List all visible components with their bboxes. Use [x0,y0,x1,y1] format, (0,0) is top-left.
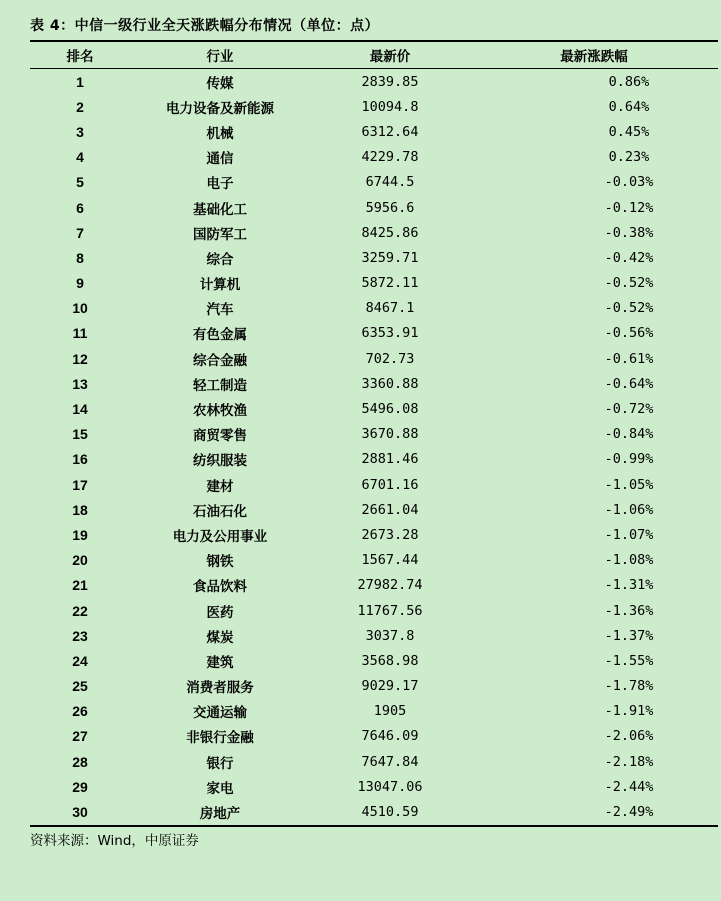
latest-change-cell: -0.03% [604,174,654,191]
rank-cell: 12 [72,350,88,367]
latest-price-cell: 6312.64 [361,123,419,140]
table-body [30,69,718,825]
rank-cell: 7 [76,224,84,241]
latest-price-cell: 6701.16 [361,476,419,493]
table-row [30,396,718,421]
table-row [30,472,718,497]
latest-price-cell: 8467.1 [365,300,415,317]
table-row [30,674,718,699]
latest-change-cell: -0.64% [604,375,654,392]
table-row [30,799,718,824]
rank-cell: 8 [76,249,84,266]
latest-price-cell: 3670.88 [361,426,419,443]
rank-cell: 10 [72,300,88,317]
latest-change-cell: -0.99% [604,451,654,468]
rank-cell: 11 [72,325,88,342]
latest-price-cell: 6353.91 [361,325,419,342]
latest-change-cell: -1.08% [604,552,654,569]
latest-price-cell: 3259.71 [361,249,419,266]
latest-change-cell: -1.36% [604,602,654,619]
rank-cell: 22 [72,602,88,619]
industry-cell: 传媒 [206,75,234,92]
latest-price-cell: 2673.28 [361,526,419,543]
industry-cell: 商贸零售 [193,428,247,445]
table-row [30,774,718,799]
table-row [30,422,718,447]
table-row [30,296,718,321]
latest-change-cell: 0.23% [608,149,650,166]
rank-cell: 3 [76,123,84,140]
latest-price-cell: 5496.08 [361,401,419,418]
header-latest-change: 最新涨跌幅 [560,49,628,65]
latest-price-cell: 2881.46 [361,451,419,468]
latest-price-cell: 9029.17 [361,678,419,695]
latest-price-cell: 4229.78 [361,149,419,166]
latest-price-cell: 1567.44 [361,552,419,569]
industry-cell: 轻工制造 [193,377,247,394]
table-bottom-rule [30,825,718,827]
latest-change-cell: 0.64% [608,98,650,115]
rank-cell: 4 [76,149,84,166]
rank-cell: 9 [76,275,84,292]
rank-cell: 1 [76,73,84,90]
rank-cell: 30 [72,804,88,821]
source-note: 资料来源：Wind，中原证券 [30,833,199,849]
latest-price-cell: 3568.98 [361,652,419,669]
industry-cell: 食品饮料 [193,579,247,596]
table-row [30,497,718,522]
latest-change-cell: -0.56% [604,325,654,342]
industry-cell: 医药 [206,604,234,621]
latest-change-cell: -1.31% [604,577,654,594]
header-latest-price: 最新价 [369,49,411,65]
table-row [30,195,718,220]
industry-cell: 综合金融 [193,352,247,369]
industry-table [30,42,718,825]
latest-price-cell: 11767.56 [357,602,423,619]
latest-change-cell: -0.84% [604,426,654,443]
header-industry: 行业 [206,49,234,65]
rank-cell: 16 [72,451,88,468]
header-row [30,42,718,68]
latest-price-cell: 3037.8 [365,627,415,644]
latest-change-cell: -1.05% [604,476,654,493]
latest-price-cell: 2839.85 [361,73,419,90]
latest-price-cell: 1905 [373,703,407,720]
latest-change-cell: -0.38% [604,224,654,241]
industry-cell: 电力设备及新能源 [166,100,274,117]
latest-change-cell: -1.91% [604,703,654,720]
rank-cell: 27 [72,728,88,745]
table-row [30,321,718,346]
industry-cell: 建材 [206,478,234,495]
latest-price-cell: 3360.88 [361,375,419,392]
latest-change-cell: -2.06% [604,728,654,745]
latest-price-cell: 6744.5 [365,174,415,191]
table-row [30,170,718,195]
rank-cell: 25 [72,678,88,695]
rank-cell: 26 [72,703,88,720]
latest-change-cell: 0.45% [608,123,650,140]
rank-cell: 17 [72,476,88,493]
latest-change-cell: -0.12% [604,199,654,216]
industry-cell: 电子 [206,176,234,193]
rank-cell: 2 [76,98,84,115]
latest-change-cell: -2.44% [604,778,654,795]
latest-change-cell: -1.78% [604,678,654,695]
table-row [30,623,718,648]
industry-cell: 非银行金融 [186,730,254,747]
latest-change-cell: 0.86% [608,73,650,90]
rank-cell: 23 [72,627,88,644]
industry-cell: 钢铁 [206,554,234,571]
latest-change-cell: -0.61% [604,350,654,367]
industry-cell: 电力及公用事业 [172,528,268,545]
latest-change-cell: -0.72% [604,401,654,418]
table-row [30,220,718,245]
table-row [30,749,718,774]
industry-cell: 有色金属 [193,327,247,344]
latest-change-cell: -1.06% [604,501,654,518]
rank-cell: 13 [72,375,88,392]
industry-cell: 石油石化 [193,503,247,520]
table-row [30,69,718,94]
industry-cell: 机械 [206,125,234,142]
table-row [30,94,718,119]
industry-cell: 建筑 [206,654,234,671]
industry-cell: 煤炭 [206,629,234,646]
rank-cell: 24 [72,652,88,669]
rank-cell: 29 [72,778,88,795]
rank-cell: 19 [72,526,88,543]
industry-cell: 基础化工 [193,201,247,218]
rank-cell: 20 [72,552,88,569]
latest-change-cell: -2.18% [604,753,654,770]
industry-cell: 家电 [206,780,234,797]
latest-change-cell: -0.52% [604,300,654,317]
table-row [30,548,718,573]
latest-change-cell: -2.49% [604,804,654,821]
latest-change-cell: -1.55% [604,652,654,669]
table-row [30,371,718,396]
table-caption: 表 4：中信一级行业全天涨跌幅分布情况（单位：点） [30,18,380,34]
latest-price-cell: 5872.11 [361,275,419,292]
rank-cell: 14 [72,401,88,418]
table-row [30,346,718,371]
table-row [30,245,718,270]
industry-cell: 综合 [206,251,234,268]
latest-change-cell: -1.07% [604,526,654,543]
rank-cell: 28 [72,753,88,770]
rank-cell: 21 [72,577,88,594]
latest-price-cell: 10094.8 [361,98,419,115]
latest-price-cell: 5956.6 [365,199,415,216]
table-row [30,447,718,472]
latest-price-cell: 27982.74 [357,577,423,594]
latest-change-cell: -0.52% [604,275,654,292]
industry-cell: 国防军工 [193,226,247,243]
rank-cell: 15 [72,426,88,443]
table-header [30,42,718,69]
industry-cell: 银行 [206,755,234,772]
table-row [30,573,718,598]
table-row [30,699,718,724]
table-row [30,271,718,296]
table-row [30,119,718,144]
latest-price-cell: 702.73 [365,350,415,367]
industry-cell: 房地产 [199,806,241,823]
latest-price-cell: 13047.06 [357,778,423,795]
latest-price-cell: 7646.09 [361,728,419,745]
table-row [30,522,718,547]
industry-cell: 交通运输 [193,705,247,722]
industry-cell: 农林牧渔 [193,403,247,420]
latest-price-cell: 8425.86 [361,224,419,241]
latest-change-cell: -1.37% [604,627,654,644]
latest-price-cell: 4510.59 [361,804,419,821]
latest-price-cell: 2661.04 [361,501,419,518]
header-rank: 排名 [66,49,94,65]
industry-cell: 消费者服务 [186,680,254,697]
industry-cell: 计算机 [199,277,241,294]
table-row [30,724,718,749]
rank-cell: 6 [76,199,84,216]
industry-cell: 汽车 [206,302,234,319]
rank-cell: 5 [76,174,84,191]
latest-change-cell: -0.42% [604,249,654,266]
rank-cell: 18 [72,501,88,518]
industry-cell: 通信 [206,151,234,168]
table-row [30,145,718,170]
table-row [30,648,718,673]
table-row [30,598,718,623]
industry-table-container [30,40,718,827]
industry-cell: 纺织服装 [193,453,247,470]
latest-price-cell: 7647.84 [361,753,419,770]
